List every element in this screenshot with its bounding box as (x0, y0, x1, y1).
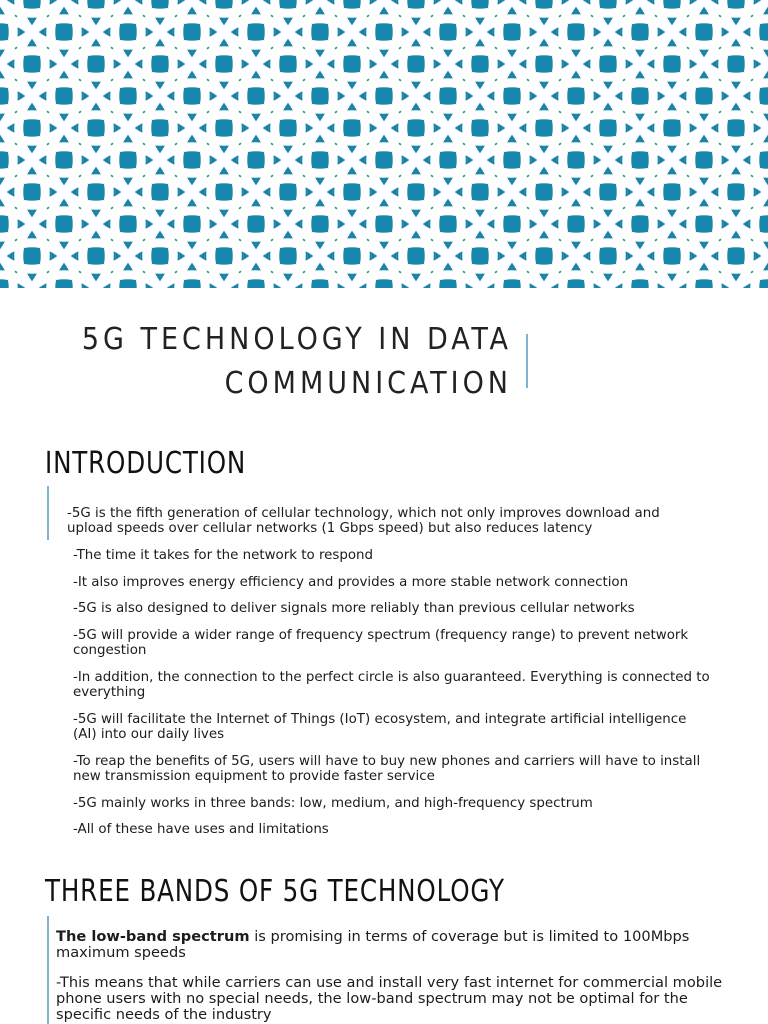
intro-paragraph-8: -To reap the benefits of 5G, users will have to buy new phones and carriers will have to install new transmission equipment to provide faster service (73, 754, 701, 784)
intro-paragraph-4: -5G is also designed to deliver signals more reliably than previous cellular networks (73, 601, 635, 616)
three-bands-heading: THREE BANDS OF 5G TECHNOLOGY (45, 874, 505, 909)
low-band-paragraph (56, 929, 746, 961)
intro-paragraph-3: -It also improves energy efficiency and provides a more stable network connection (73, 575, 629, 590)
low-band-bold-label: The low-band spectrum (56, 928, 250, 945)
intro-paragraph-5: -5G will provide a wider range of frequency spectrum (frequency range) to prevent network congestion (73, 628, 689, 658)
title-line-1: 5G TECHNOLOGY IN DATA (81, 322, 512, 357)
intro-paragraph-10: -All of these have uses and limitations (73, 822, 329, 837)
three-bands-accent-bar (47, 916, 49, 1024)
page-title (0, 318, 512, 406)
low-band-detail-paragraph: -This means that while carriers can use and install very fast internet for commercial mobile phone users with no special needs, the low-band spectrum may not be optimal for the specific needs of the industry (56, 974, 723, 1023)
intro-paragraph-7: -5G will facilitate the Internet of Things (IoT) ecosystem, and integrate artificial intelligence (AI) into our daily lives (73, 712, 687, 742)
intro-paragraph-9: -5G mainly works in three bands: low, medium, and high-frequency spectrum (73, 796, 593, 811)
interlocking-circles-pattern (0, 0, 768, 288)
title-line-2: COMMUNICATION (224, 366, 512, 401)
introduction-accent-bar (47, 486, 49, 540)
intro-paragraph-1: -5G is the fifth generation of cellular technology, which not only improves download and upload speeds over cellular networks (1 Gbps speed) but also reduces latency (67, 506, 660, 536)
header-pattern-banner (0, 0, 768, 288)
low-band-description: is promising in terms of coverage but is limited to 100Mbps maximum speeds (56, 928, 690, 961)
introduction-heading: INTRODUCTION (45, 446, 247, 481)
intro-paragraph-2: -The time it takes for the network to respond (73, 548, 374, 563)
intro-paragraph-6: -In addition, the connection to the perfect circle is also guaranteed. Everything is connected to everything (73, 670, 710, 700)
title-accent-bar (526, 334, 528, 388)
